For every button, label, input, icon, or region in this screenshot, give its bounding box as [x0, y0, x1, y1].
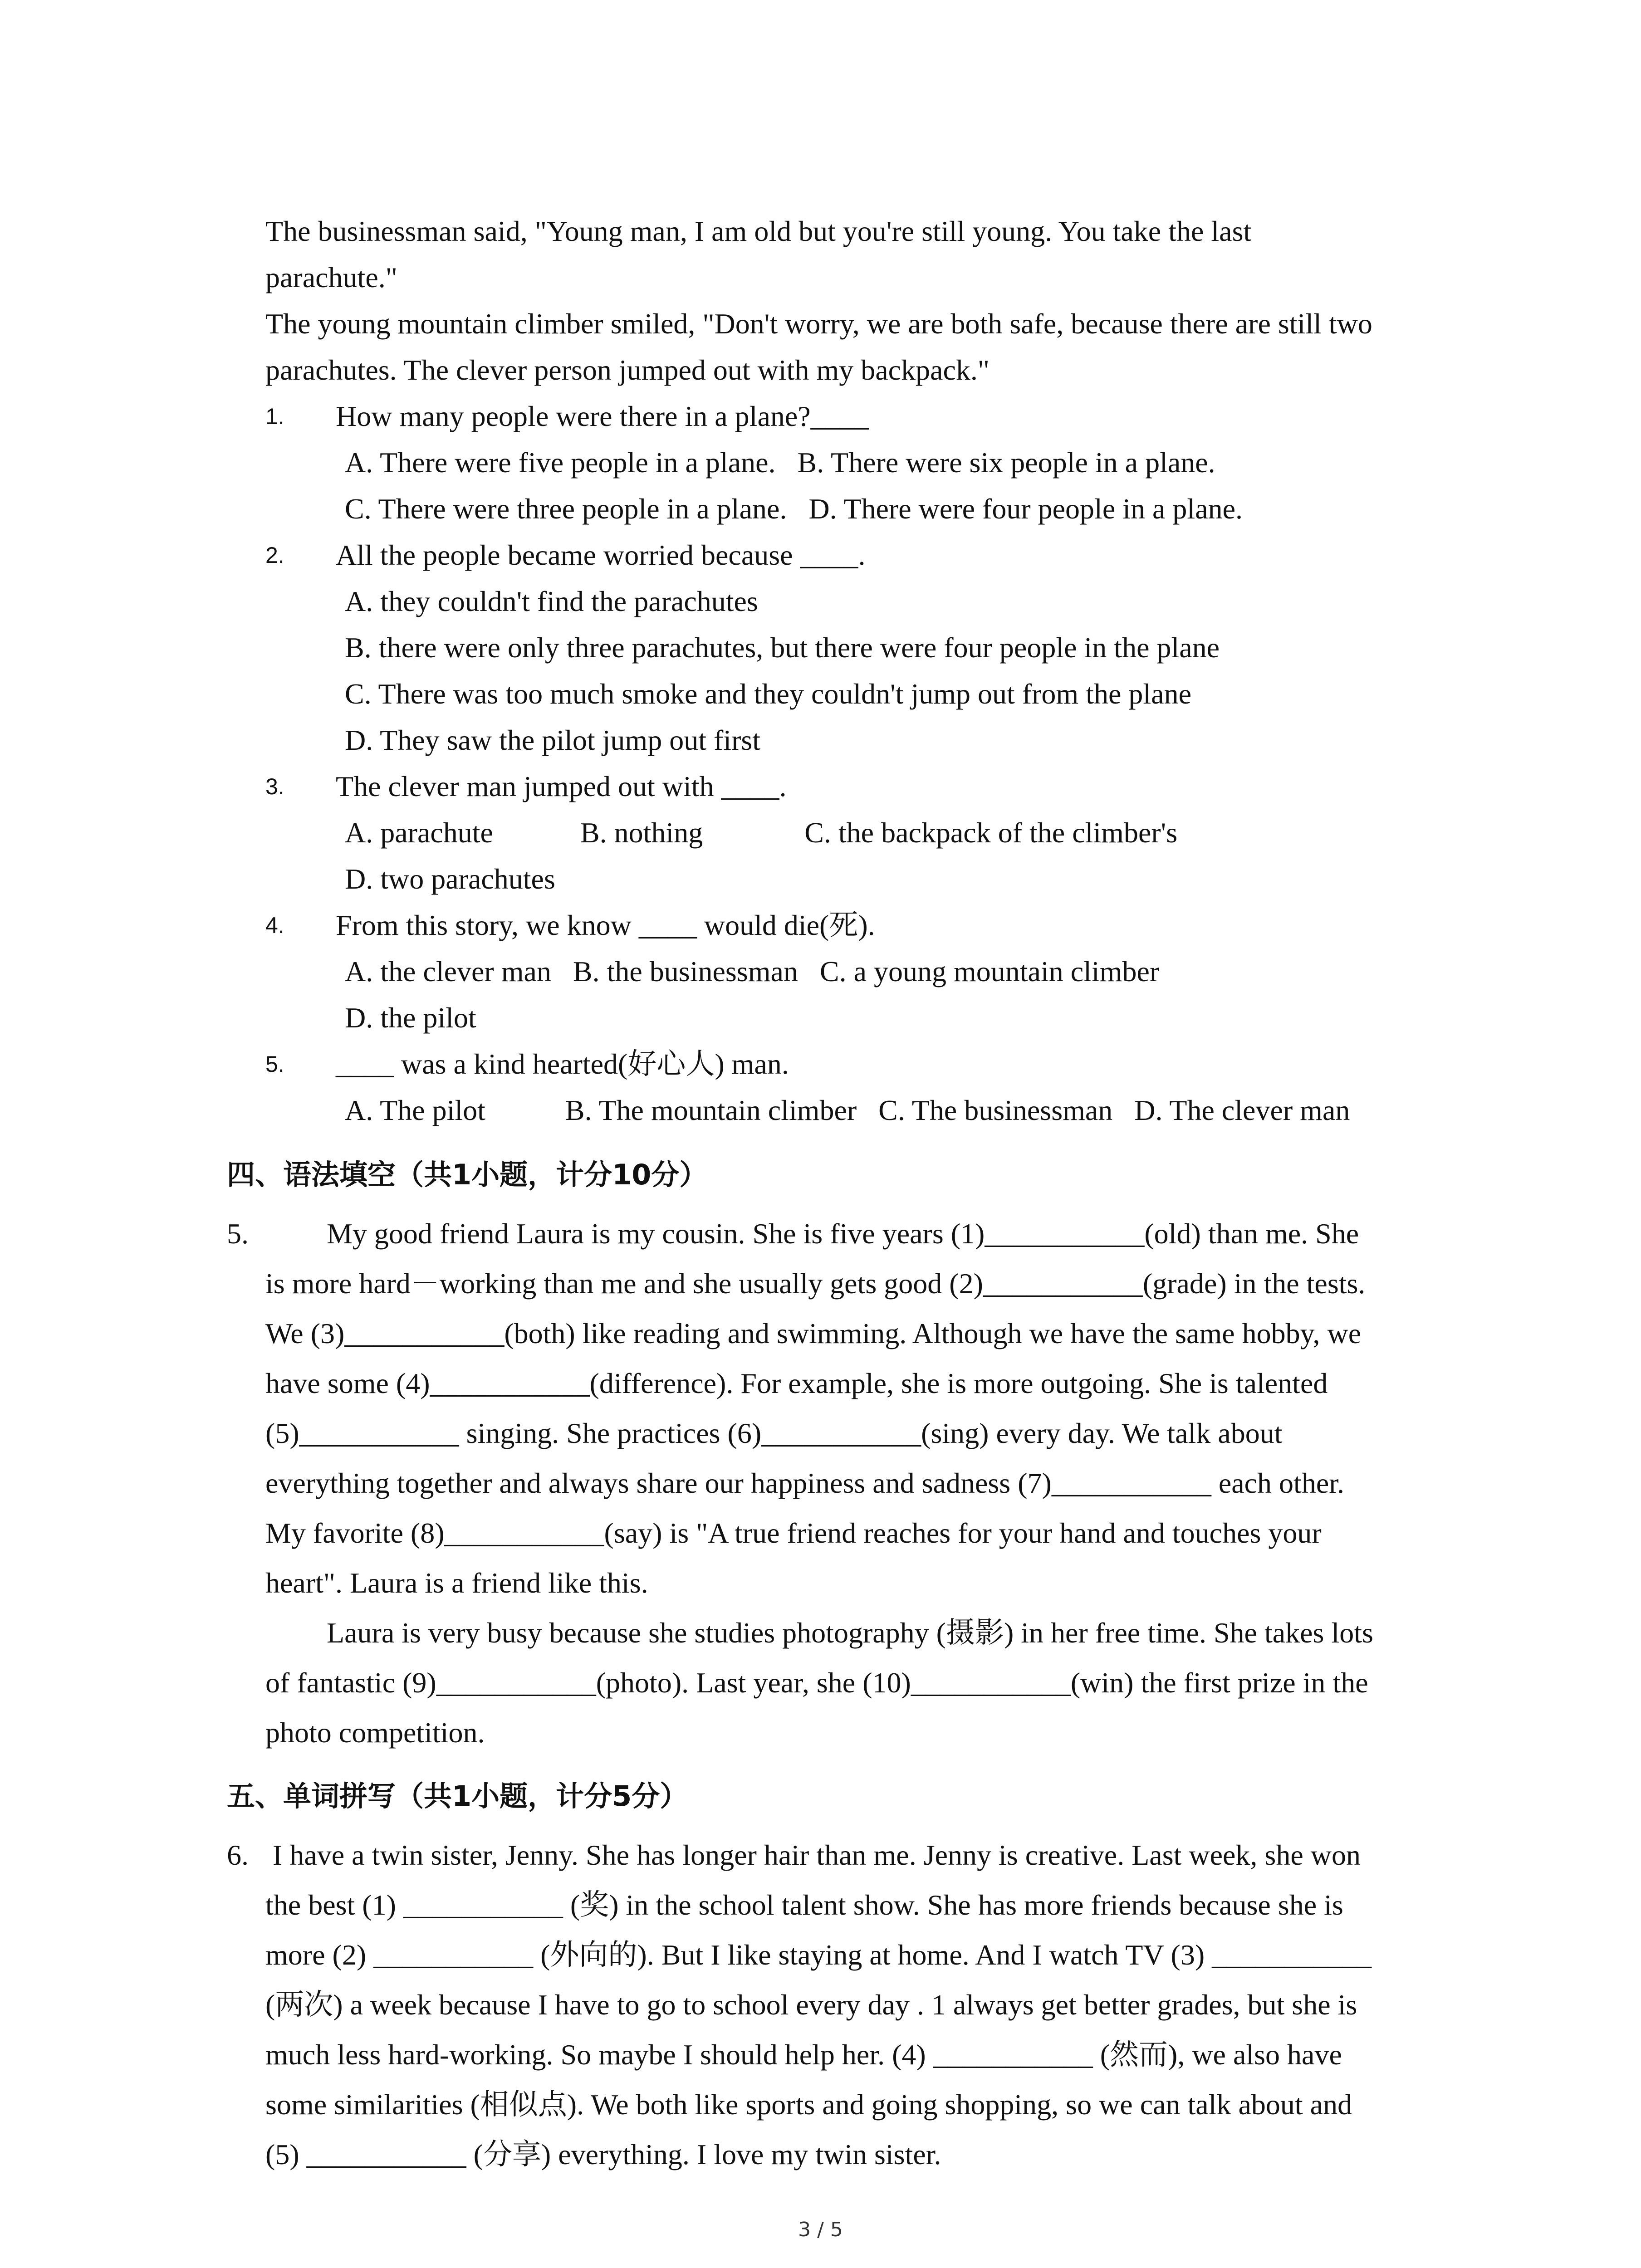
- question-options: A. There were five people in a plane. B. There were six people in a plane.: [345, 446, 1215, 479]
- passage-line: of fantastic (9)___________(photo). Last year, she (10)___________(win) the first prize in the: [265, 1667, 1368, 1699]
- question-options: A. they couldn't find the parachutes: [345, 585, 758, 617]
- passage-line: heart". Laura is a friend like this.: [265, 1567, 648, 1599]
- question-number: 5.: [265, 1051, 284, 1077]
- passage-line: The young mountain climber smiled, "Don't worry, we are both safe, because there are still two: [265, 308, 1372, 340]
- question-options: B. there were only three parachutes, but there were four people in the plane: [345, 631, 1220, 664]
- question-options: D. two parachutes: [345, 863, 555, 895]
- passage-line: (5) ___________ (分享) everything. I love my twin sister.: [265, 2138, 941, 2170]
- passage-line: The businessman said, "Young man, I am old but you're still young. You take the last: [265, 215, 1252, 247]
- question-number: 3.: [265, 774, 284, 799]
- question-options: D. the pilot: [345, 1002, 476, 1034]
- section-heading: 四、语法填空（共1小题，计分10分）: [227, 1158, 708, 1191]
- passage-line: parachutes. The clever person jumped out with my backpack.": [265, 354, 989, 386]
- question-options: C. There was too much smoke and they couldn't jump out from the plane: [345, 678, 1191, 710]
- passage-line: We (3)___________(both) like reading and swimming. Although we have the same hobby, we: [265, 1317, 1362, 1349]
- question-options: D. They saw the pilot jump out first: [345, 724, 761, 756]
- question-stem: From this story, we know ____ would die(死).: [336, 909, 875, 941]
- question-number: 1.: [265, 404, 284, 429]
- passage-line: photo competition.: [265, 1716, 485, 1749]
- question-number: 4.: [265, 913, 284, 938]
- item-number: 6.: [227, 1839, 249, 1871]
- passage-line: My favorite (8)___________(say) is "A true friend reaches for your hand and touches your: [265, 1517, 1322, 1549]
- item-number: 5.: [227, 1217, 249, 1250]
- question-stem: The clever man jumped out with ____.: [336, 770, 787, 802]
- question-options: A. The pilot B. The mountain climber C. The businessman D. The clever man: [345, 1094, 1350, 1126]
- passage-line: much less hard-working. So maybe I should help her. (4) ___________ (然而), we also have: [265, 2038, 1342, 2071]
- passage-line: My good friend Laura is my cousin. She is five years (1)___________(old) than me. She: [327, 1217, 1359, 1250]
- question-stem: All the people became worried because ____.: [336, 539, 866, 571]
- passage-line: parachute.": [265, 261, 397, 293]
- passage-line: have some (4)___________(difference). For example, she is more outgoing. She is talented: [265, 1367, 1328, 1399]
- question-number: 2.: [265, 543, 284, 568]
- page-number: 3 / 5: [798, 2218, 843, 2241]
- passage-line: everything together and always share our happiness and sadness (7)___________ each other.: [265, 1467, 1344, 1499]
- passage-line: I have a twin sister, Jenny. She has longer hair than me. Jenny is creative. Last week, she won: [265, 1839, 1361, 1871]
- passage-line: is more hard－working than me and she usually gets good (2)___________(grade) in the tests.: [265, 1267, 1366, 1300]
- passage-line: the best (1) ___________ (奖) in the school talent show. She has more friends because she is: [265, 1889, 1343, 1921]
- section-heading: 五、单词拼写（共1小题，计分5分）: [227, 1779, 688, 1813]
- question-stem: How many people were there in a plane?____: [336, 400, 869, 432]
- passage-line: some similarities (相似点). We both like sports and going shopping, so we can talk about and: [265, 2088, 1352, 2121]
- passage-line: more (2) ___________ (外向的). But I like staying at home. And I watch TV (3) ___________: [265, 1939, 1372, 1971]
- question-options: A. parachute B. nothing C. the backpack of the climber's: [345, 816, 1178, 849]
- question-stem: ____ was a kind hearted(好心人) man.: [336, 1048, 789, 1080]
- question-options: A. the clever man B. the businessman C. a young mountain climber: [345, 955, 1160, 987]
- question-options: C. There were three people in a plane. D. There were four people in a plane.: [345, 493, 1243, 525]
- passage-line: (两次) a week because I have to go to school every day . 1 always get better grades, but she is: [265, 1989, 1357, 2021]
- passage-line: (5)___________ singing. She practices (6)___________(sing) every day. We talk about: [265, 1417, 1283, 1449]
- passage-line: Laura is very busy because she studies photography (摄影) in her free time. She takes lots: [327, 1617, 1373, 1649]
